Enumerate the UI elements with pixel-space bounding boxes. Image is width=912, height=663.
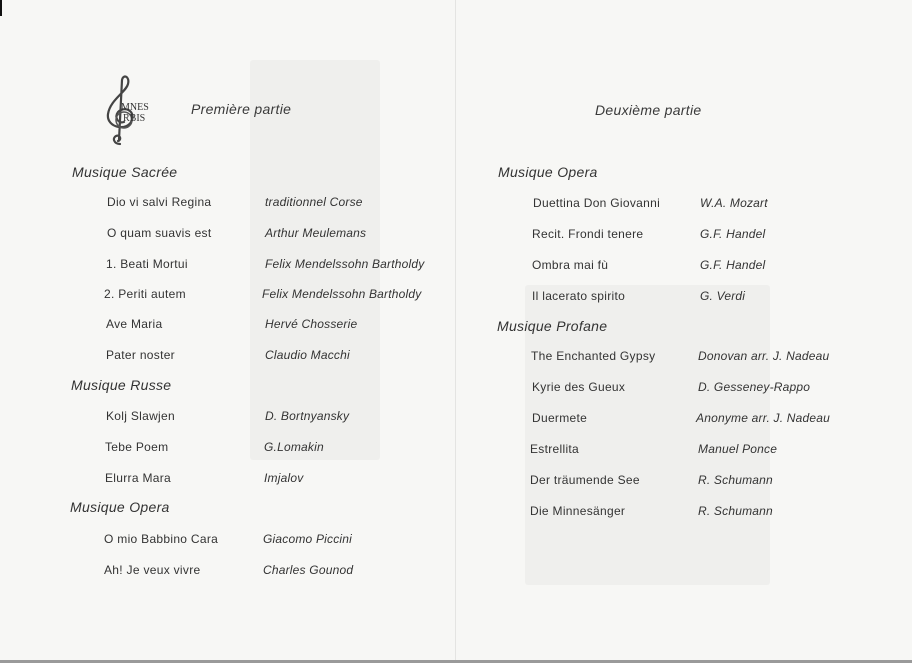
piece-composer: Imjalov bbox=[264, 471, 304, 485]
piece-title: Kyrie des Gueux bbox=[532, 380, 626, 394]
piece-composer: R. Schumann bbox=[698, 473, 773, 487]
right-page bbox=[456, 0, 912, 663]
piece-composer: Anonyme arr. J. Nadeau bbox=[696, 411, 831, 425]
section-heading: Musique Russe bbox=[71, 377, 172, 393]
piece-composer: W.A. Mozart bbox=[700, 196, 768, 210]
piece-composer: R. Schumann bbox=[698, 504, 773, 518]
section-heading: Musique Profane bbox=[497, 318, 608, 334]
piece-title: Elurra Mara bbox=[105, 471, 171, 485]
piece-title: Recit. Frondi tenere bbox=[532, 227, 644, 241]
section-heading: Musique Opera bbox=[70, 499, 170, 515]
piece-composer: G.Lomakin bbox=[264, 440, 324, 454]
piece-composer: D. Gesseney-Rappo bbox=[698, 380, 811, 394]
piece-title: Il lacerato spirito bbox=[532, 289, 626, 303]
piece-title: Ombra mai fù bbox=[532, 258, 609, 272]
piece-composer: Arthur Meulemans bbox=[265, 226, 367, 240]
piece-title: Duermete bbox=[532, 411, 588, 425]
piece-title: Pater noster bbox=[106, 348, 175, 362]
piece-composer: Manuel Ponce bbox=[698, 442, 778, 456]
piece-composer: Claudio Macchi bbox=[265, 348, 350, 362]
piece-composer: G. Verdi bbox=[700, 289, 746, 303]
piece-title: Der träumende See bbox=[530, 473, 640, 487]
piece-title: O quam suavis est bbox=[107, 226, 212, 240]
section-heading: Musique Opera bbox=[498, 164, 598, 180]
piece-composer: traditionnel Corse bbox=[265, 195, 363, 209]
piece-composer: D. Bortnyansky bbox=[265, 409, 350, 423]
piece-title: Ave Maria bbox=[106, 317, 163, 331]
part-title-second: Deuxième partie bbox=[595, 102, 702, 118]
logo-text-2: RBIS bbox=[123, 113, 146, 124]
piece-title: 2. Periti autem bbox=[104, 287, 186, 301]
piece-title: Tebe Poem bbox=[105, 440, 169, 454]
piece-composer: Charles Gounod bbox=[263, 563, 354, 577]
logo-text-1: MNES bbox=[121, 102, 149, 113]
piece-composer: Felix Mendelssohn Bartholdy bbox=[265, 257, 425, 271]
piece-composer: G.F. Handel bbox=[700, 258, 766, 272]
section-heading: Musique Sacrée bbox=[72, 164, 178, 180]
omnes-orbis-logo bbox=[100, 74, 170, 148]
piece-composer: G.F. Handel bbox=[700, 227, 766, 241]
piece-title: Ah! Je veux vivre bbox=[104, 563, 201, 577]
part-title-first: Première partie bbox=[191, 101, 292, 117]
piece-composer: Felix Mendelssohn Bartholdy bbox=[262, 287, 422, 301]
piece-composer: Giacomo Piccini bbox=[263, 532, 353, 546]
piece-title: O mio Babbino Cara bbox=[104, 532, 219, 546]
piece-title: The Enchanted Gypsy bbox=[531, 349, 656, 363]
piece-composer: Donovan arr. J. Nadeau bbox=[698, 349, 830, 363]
piece-composer: Hervé Chosserie bbox=[265, 317, 358, 331]
piece-title: Estrellita bbox=[530, 442, 580, 456]
piece-title: Kolj Slawjen bbox=[106, 409, 175, 423]
piece-title: Die Minnesänger bbox=[530, 504, 626, 518]
piece-title: Duettina Don Giovanni bbox=[533, 196, 661, 210]
piece-title: 1. Beati Mortui bbox=[106, 257, 188, 271]
piece-title: Dio vi salvi Regina bbox=[107, 195, 212, 209]
